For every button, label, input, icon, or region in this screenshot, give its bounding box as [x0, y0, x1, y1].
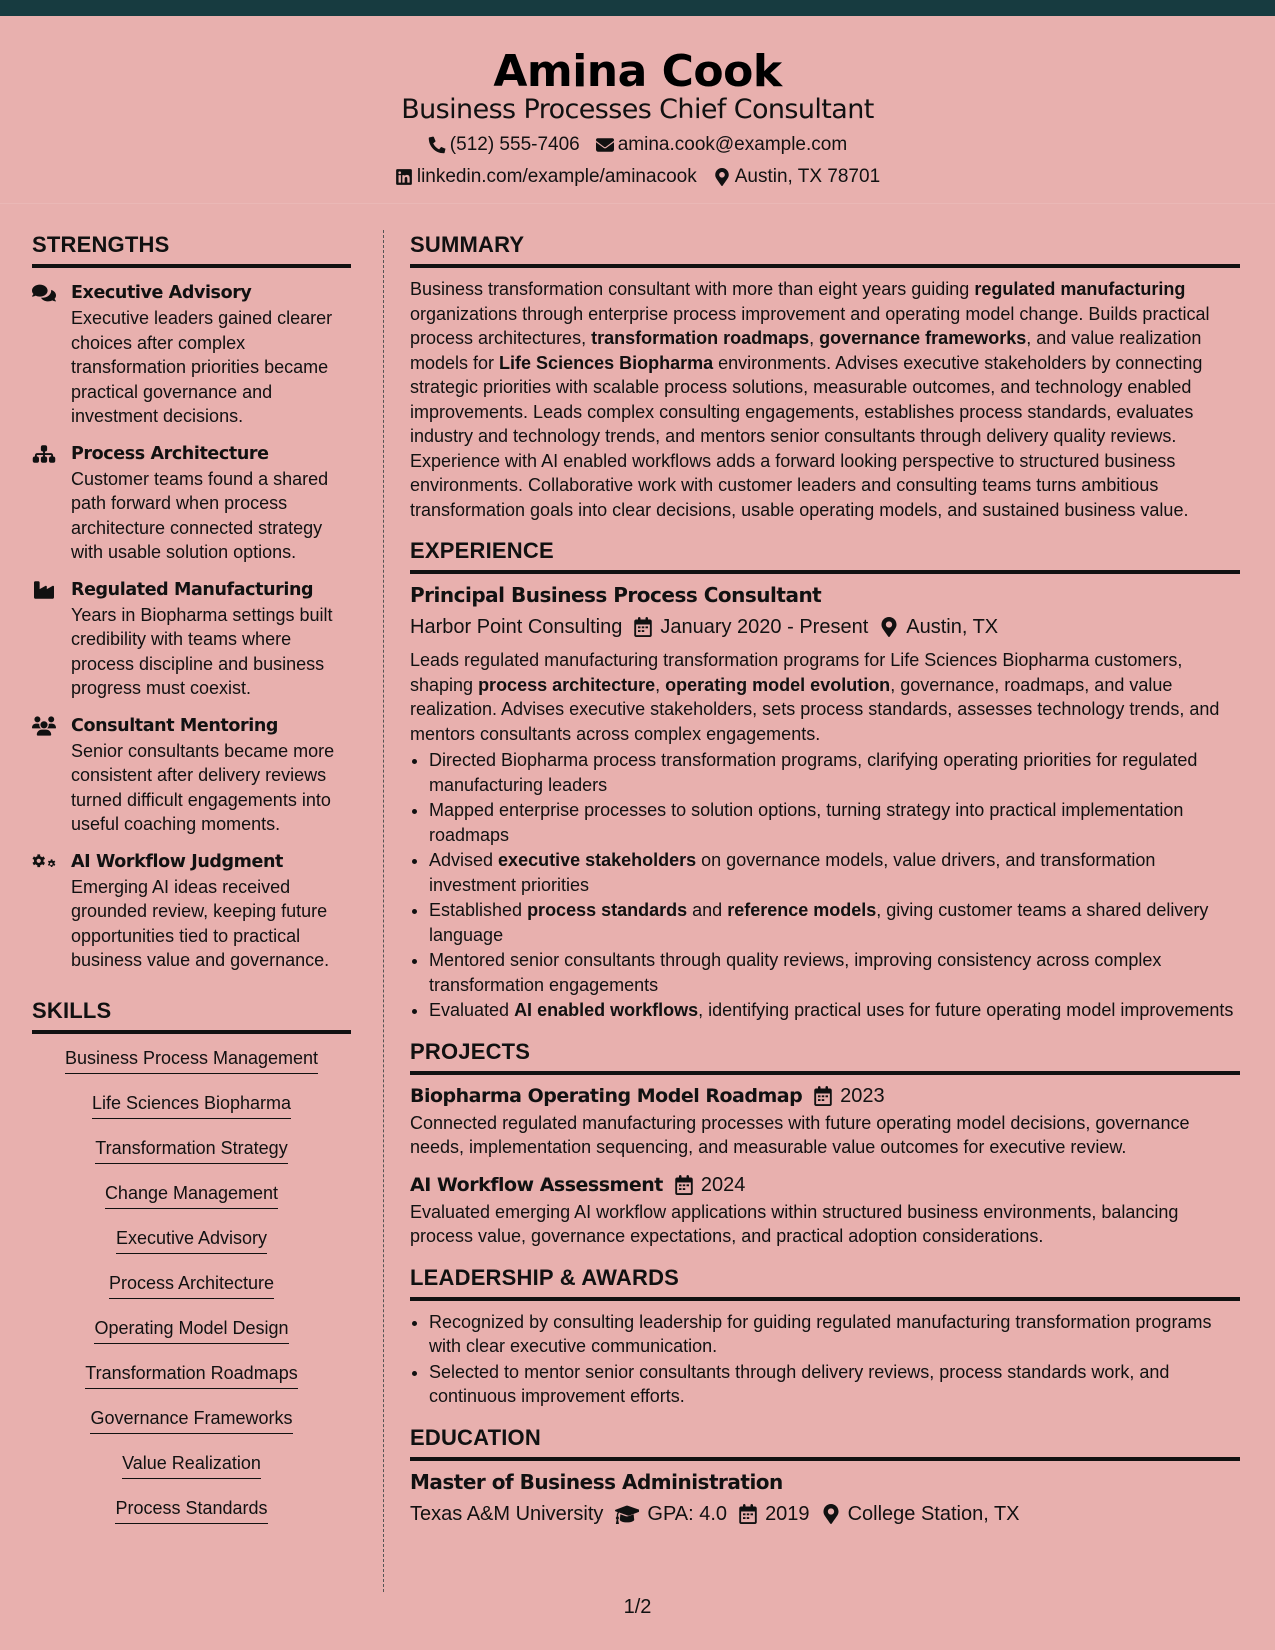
- list-item: • Selected to mentor senior consultants through delivery reviews, process standards work, and continuous improvement efforts.: [429, 1360, 1240, 1409]
- strength-title: AI Workflow Judgment: [71, 851, 283, 872]
- map-pin-icon: [880, 617, 898, 637]
- skill-item: Process Standards: [115, 1496, 267, 1524]
- sitemap-icon: [32, 444, 56, 464]
- candidate-title: Business Processes Chief Consultant: [401, 94, 874, 125]
- skill-item: Value Realization: [122, 1451, 261, 1479]
- project-title-row: [410, 1083, 1240, 1109]
- degree-title: Master of Business Administration: [410, 1469, 783, 1494]
- strength-desc: Senior consultants became more consistent after delivery reviews turned difficult engagements into useful coaching moments.: [71, 740, 335, 834]
- education-heading: EDUCATION: [410, 1425, 1240, 1461]
- project-year: 2023: [840, 1084, 885, 1107]
- school-name: Texas A&M University: [410, 1502, 604, 1525]
- location-contact: [713, 166, 880, 188]
- list-item: • Directed Biopharma process transformation programs, clarifying operating priorities for regulated manufacturing leaders: [429, 748, 1240, 797]
- job-dates: January 2020 - Present: [660, 616, 869, 638]
- linkedin-contact[interactable]: [395, 166, 697, 188]
- graduation-year: 2019: [765, 1502, 810, 1525]
- strength-item: [32, 714, 351, 837]
- experience-heading: EXPERIENCE: [410, 538, 1240, 574]
- list-item: • Advised executive stakeholders on governance models, value drivers, and transformation investment priorities: [429, 848, 1240, 897]
- skill-item: Operating Model Design: [94, 1316, 288, 1344]
- map-pin-icon: [822, 1504, 840, 1524]
- job-bullets: [410, 748, 1240, 1023]
- project-title-row: [410, 1172, 1240, 1198]
- strength-title: Consultant Mentoring: [71, 715, 279, 736]
- skill-item: Transformation Roadmaps: [85, 1361, 297, 1389]
- company-name: Harbor Point Consulting: [410, 616, 623, 638]
- comments-icon: [32, 283, 56, 303]
- phone-icon: [428, 136, 446, 154]
- linkedin-text: linkedin.com/example/aminacook: [416, 166, 697, 187]
- contact-row-2: [0, 166, 1275, 188]
- email-contact[interactable]: [596, 134, 847, 156]
- email-text: amina.cook@example.com: [617, 134, 848, 155]
- column-divider: [383, 230, 384, 1592]
- leadership-heading: LEADERSHIP & AWARDS: [410, 1265, 1240, 1301]
- project-year: 2024: [700, 1173, 746, 1196]
- location-text: Austin, TX 78701: [734, 166, 881, 187]
- strength-desc: Emerging AI ideas received grounded review, keeping future opportunities tied to practical business value and governance.: [71, 876, 330, 970]
- left-column: [32, 232, 351, 1541]
- skill-item: Life Sciences Biopharma: [92, 1091, 291, 1119]
- skill-item: Executive Advisory: [116, 1226, 267, 1254]
- page-number: 1/2: [623, 1596, 652, 1618]
- contact-row-1: [0, 134, 1275, 156]
- summary-heading: SUMMARY: [410, 232, 1240, 268]
- list-item: • Mentored senior consultants through quality reviews, improving consistency across complex transformation engagements: [429, 948, 1240, 997]
- school-location: College Station, TX: [847, 1502, 1020, 1525]
- summary-text: Business transformation consultant with more than eight years guiding regulated manufacturing organizations through enterprise process improvement and operating model change. Builds practical process architectures, transformation roadmaps, governance frameworks, and value realization models for Life Sciences Biopharma environments. Advises executive stakeholders by connecting strategic priorities with scalable process solutions, measurable outcomes, and technology enabled improvements. Leads complex consulting engagements, establishes process standards, evaluates industry and technology trends, and mentors senior consultants through delivery quality reviews. Experience with AI enabled workflows adds a forward looking perspective to structured business environments. Collaborative work with customer leaders and consulting teams turns ambitious transformation goals into clear decisions, usable operating models, and sustained business value.: [410, 279, 1210, 520]
- project-desc: Evaluated emerging AI workflow applications within structured business environments, balancing process value, governance expectations, and practical adoption considerations.: [410, 1201, 1179, 1246]
- skill-item: Process Architecture: [109, 1271, 274, 1299]
- list-item: • Mapped enterprise processes to solution options, turning strategy into practical implementation roadmaps: [429, 798, 1240, 847]
- strength-item: [32, 281, 351, 429]
- strength-desc: Executive leaders gained clearer choices after complex transformation priorities became practical governance and investment decisions.: [71, 308, 333, 426]
- skill-item: Business Process Management: [65, 1046, 318, 1074]
- job-meta: [410, 614, 1240, 640]
- skills-list: [32, 1046, 351, 1541]
- list-item: • Recognized by consulting leadership for guiding regulated manufacturing transformation programs with clear executive communication.: [429, 1310, 1240, 1359]
- calendar-icon: [675, 1175, 693, 1195]
- right-column: [410, 232, 1240, 1527]
- strength-title: Regulated Manufacturing: [71, 579, 314, 600]
- strengths-heading: STRENGTHS: [32, 232, 351, 268]
- skill-item: Change Management: [105, 1181, 278, 1209]
- users-icon: [32, 716, 56, 736]
- map-pin-icon: [713, 168, 731, 186]
- strength-desc: Customer teams found a shared path forward when process architecture connected strategy with usable solution options.: [71, 468, 329, 562]
- job-location: Austin, TX: [906, 616, 999, 638]
- job-description: Leads regulated manufacturing transformation programs for Life Sciences Biopharma customers, shaping process architecture, operating model evolution, governance, roadmaps, and value realization. Advises executive stakeholders, sets process standards, assesses technology trends, and mentors consultants across complex engagements.: [410, 650, 1220, 744]
- skill-item: Transformation Strategy: [95, 1136, 287, 1164]
- phone-contact[interactable]: [428, 134, 580, 156]
- phone-text: (512) 555-7406: [449, 134, 580, 155]
- industry-icon: [32, 580, 56, 600]
- gpa: GPA: 4.0: [647, 1502, 728, 1525]
- calendar-icon: [814, 1086, 832, 1106]
- strength-item: [32, 850, 351, 973]
- linkedin-icon: [395, 168, 413, 186]
- skill-item: Governance Frameworks: [90, 1406, 292, 1434]
- skills-heading: SKILLS: [32, 998, 351, 1034]
- job-title: Principal Business Process Consultant: [410, 583, 822, 607]
- calendar-icon: [634, 617, 652, 637]
- education-meta: [410, 1501, 1240, 1527]
- graduation-cap-icon: [615, 1504, 639, 1524]
- projects-heading: PROJECTS: [410, 1039, 1240, 1075]
- list-item: • Evaluated AI enabled workflows, identifying practical uses for future operating model improvements: [429, 998, 1240, 1023]
- strength-item: [32, 578, 351, 701]
- cogs-icon: [32, 852, 56, 872]
- project-title: Biopharma Operating Model Roadmap: [410, 1084, 803, 1107]
- calendar-icon: [739, 1504, 757, 1524]
- project-desc: Connected regulated manufacturing processes with future operating model decisions, governance needs, implementation sequencing, and measurable value outcomes for executive review.: [410, 1112, 1190, 1157]
- project-title: AI Workflow Assessment: [410, 1173, 663, 1196]
- strength-title: Process Architecture: [71, 443, 269, 464]
- strength-item: [32, 442, 351, 565]
- resume-header: [0, 16, 1275, 204]
- top-accent-bar: [0, 0, 1275, 16]
- candidate-name: Amina Cook: [493, 46, 782, 97]
- list-item: • Established process standards and reference models, giving customer teams a shared delivery language: [429, 898, 1240, 947]
- envelope-icon: [596, 136, 614, 154]
- strength-title: Executive Advisory: [71, 283, 252, 303]
- leadership-list: [410, 1310, 1240, 1409]
- strength-desc: Years in Biopharma settings built credibility with teams where process discipline and business progress must coexist.: [71, 604, 333, 698]
